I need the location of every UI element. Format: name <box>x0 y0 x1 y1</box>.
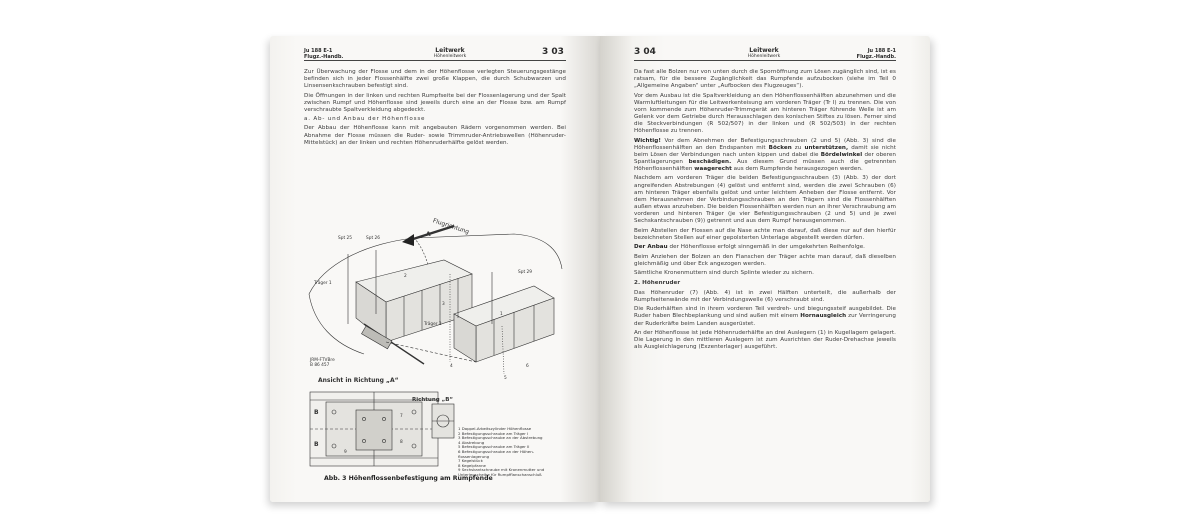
header-subtitle: Höhenleitwerk <box>433 54 467 59</box>
text-run: der oberen Spantlagerungen <box>634 151 896 165</box>
callout-7: 7 <box>400 414 403 419</box>
bold-run: Hornausgleich <box>800 313 847 320</box>
bold-run: Der Anbau <box>634 244 668 251</box>
right-page <box>600 36 930 502</box>
figure-caption: Abb. 3 Höhenflossenbefestigung am Rumpfende <box>324 475 493 482</box>
legend-item: 7 Kegelstück <box>458 458 483 464</box>
header-rule <box>634 60 896 61</box>
text-run: aus dem Rumpfende herausgezogen werden. <box>731 166 863 172</box>
paragraph: Vor dem Ausbau ist die Spaltverkleidung an den Höhenflossenhälften abzunehmen und die Warmluftleitungen für die Leitwerkenteisung am vorderen Träger (Tr I) zu trennen. Die von vorn kommende zum Höhenruder-Trimmgerät am hinteren Träger führende Welle ist am Gelenk vor dem Getriebe durch Herausschlagen des konischen Stiftes zu lösen. Ferner sind die Steckverbindungen (R 502/507) in der linken und (R 502/503) in der rechten Höhenflosse zu trennen. <box>634 92 896 135</box>
section-heading: 2. Höhenruder <box>634 280 681 287</box>
bold-run: waagerecht <box>694 166 732 172</box>
callout-5: 5 <box>504 376 507 381</box>
header-aircraft-type: Ju 188 E-1 <box>867 48 896 54</box>
legend-item: Unterlegscheibe für Rumpfflanschanschluß <box>458 471 542 477</box>
callout-8: 8 <box>400 440 403 445</box>
stamp-line1: JRM-FTVBre <box>310 358 335 363</box>
bold-run: Böcken <box>768 144 792 151</box>
bold-run: beschädigen. <box>688 158 732 165</box>
b-left-label: B <box>314 409 319 416</box>
open-book <box>270 36 930 502</box>
paragraph <box>634 306 896 327</box>
text-run: Vor dem Abnehmen der Befestigungsschrauben (2 und 5) (Abb. 3) sind die Höhenflossenhälften an den Endspanten mit <box>634 137 896 151</box>
left-page <box>270 36 600 502</box>
paragraph: Beim Anziehen der Bolzen an den Flanschen der Träger achte man darauf, daß dieselben gleichmäßig und über Eck angezogen werden. <box>634 253 896 267</box>
page-number-right: 3 04 <box>634 47 656 57</box>
left-body-text <box>304 69 566 149</box>
header-subtitle: Höhenleitwerk <box>747 54 781 59</box>
left-header-aircraft <box>304 48 343 60</box>
arrow-a-label: A <box>426 231 431 238</box>
text-run: zu <box>791 144 805 151</box>
paragraph: Nachdem am vorderen Träger die beiden Befestigungsschrauben (3) (Abb. 3) der dort angreifenden Abstrebungen (4) gelöst und entfernt sind, werden die zwei Schrauben (6) am hinteren Träger ebenfalls gelöst und unter leichtem Anheben der Flosse entfernt. Vor dem Herausnehmen der Verbindungsschrauben an den Trägern sind die Flossenhälften außen etwas anzuheben. Die beiden Flossenhälften werden nun an ihrer Verschraubung am vorderen und hinteren Träger (je vier Befestigungsschrauben (2 und 5) und je zwei Sechskantschrauben (9)) getrennt und aus dem Rumpf herausgenommen. <box>634 175 896 225</box>
callout-3: 3 <box>442 302 445 307</box>
paragraph: Da fast alle Bolzen nur von unten durch die Spornöffnung zum Lösen zugänglich sind, ist es ratsam, für die bessere Zugänglichkeit das Rumpfende aufzubocken (siehe im Teil 0 „Allgemeine Angaben“ unter „Aufbocken des Flugzeuges“). <box>634 69 896 90</box>
view-a-label: Ansicht in Richtung „A“ <box>318 377 399 384</box>
spt25-label: Spt 25 <box>338 236 352 241</box>
important-label: Wichtig! <box>634 137 661 144</box>
callout-1: 1 <box>500 312 503 317</box>
callout-9: 9 <box>344 450 347 455</box>
header-manual: Flugz.-Handb. <box>856 54 896 60</box>
spt26-label: Spt 26 <box>366 236 380 241</box>
paragraph: Der Abbau der Höhenflosse kann mit angebauten Rädern vorgenommen werden. Bei Abnahme der Flosse müssen die Ruder- sowie Trimmruder-Antriebswellen (Höhenruder-Mittelstück) an der linken und rechten Höhenruderhälfte gelöst werden. <box>304 125 566 146</box>
b-right-label: B <box>314 441 319 448</box>
header-manual: Flugz.-Handb. <box>304 54 344 60</box>
paragraph-important <box>634 138 896 173</box>
paragraph <box>634 244 896 251</box>
text-run: damit sie nicht beim Lösen der Verbindungen nach unten kippen und dabei die <box>634 144 896 158</box>
figure-legend <box>458 427 568 478</box>
legend-item: 4 Abstrebung <box>458 439 485 445</box>
header-aircraft-type: Ju 188 E-1 <box>304 48 333 54</box>
right-header-aircraft <box>856 48 896 60</box>
section-heading: a. Ab- und Anbau der Höhenflosse <box>304 116 426 123</box>
stamp-line2: B 86 457 <box>310 363 330 368</box>
flugrichtung-label: Flugrichtung <box>431 217 470 236</box>
paragraph: Die Öffnungen in der linken und rechten Rumpfseite bei der Flossenlagerung und der Spalt zwischen Rumpf und Höhenflosse sind jeweils durch eine an der Flosse bzw. am Rumpf verschraubte Spaltverkleidung abgedeckt. <box>304 92 566 113</box>
left-header-title <box>390 48 510 60</box>
header-title: Leitwerk <box>435 47 465 54</box>
text-run: zur Verringerung der Ruderkräfte beim Landen ausgerüstet. <box>634 313 896 327</box>
traeger2-label: Träger 2 <box>424 322 442 327</box>
view-b-label: Richtung „B“ <box>412 397 454 403</box>
legend-item: 1 Doppel-Arbeitszylinder Höhenflosse <box>458 426 532 431</box>
callout-2: 2 <box>404 274 407 279</box>
right-header-title <box>704 48 824 60</box>
paragraph: Das Höhenruder (7) (Abb. 4) ist in zwei Hälften unterteilt, die außerhalb der Rumpfseitenwände mit der Verbindungswelle (6) verschraubt sind. <box>634 289 896 303</box>
traeger1-label: Träger 1 <box>314 281 332 286</box>
legend-item: 3 Befestigungsschraube an der Abstrebung <box>458 435 543 441</box>
header-rule <box>304 60 566 61</box>
legend-item: 6 Befestigungsschraube an der Höhen- <box>458 448 535 454</box>
text-run: Aus diesem Grund müssen auch die getrennten Höhenflossenhälften <box>634 158 896 172</box>
right-body-text <box>634 69 896 354</box>
spt29-label: Spt 29 <box>518 270 532 275</box>
paragraph: Zur Überwachung der Flosse und dem in der Höhenflosse verlegten Steuerungsgestänge befinden sich in jeder Flossenhälfte zwei große Klappen, die durch Schubwarzen und Linsensenkschrauben befestigt sind. <box>304 69 566 90</box>
figure-abb3 <box>304 214 564 476</box>
callout-6: 6 <box>526 364 529 369</box>
page-number-left: 3 03 <box>542 47 564 57</box>
legend-item: 9 Sechskantschraube mit Kronenmutter und <box>458 467 545 473</box>
legend-item: 8 Kegelpfanne <box>458 462 486 468</box>
header-title: Leitwerk <box>749 47 779 54</box>
text-run: der Höhenflosse erfolgt sinngemäß in der umgekehrten Reihenfolge. <box>667 244 866 251</box>
paragraph: Beim Abstellen der Flossen auf die Nase achte man darauf, daß diese nur auf den hierfür bezeichneten Stellen auf einer gepolsterten Unterlage abgestellt werden dürfen. <box>634 227 896 241</box>
bold-run: unterstützen, <box>804 144 849 151</box>
legend-item: 2 Befestigungsschraube am Träger I <box>458 430 529 436</box>
text-run: Die Ruderhälften sind in ihrem vorderen Teil verdreh- und biegungssteif ausgebildet. Die Ruder haben Blechbeplankung und sind außen mit einem <box>634 306 896 320</box>
bold-run: Bördelwinkel <box>820 151 863 158</box>
legend-item: 5 Befestigungsschraube am Träger II <box>458 444 530 450</box>
legend-item: flossenlagerung <box>458 453 490 459</box>
paragraph: Sämtliche Kronenmuttern sind durch Splinte wieder zu sichern. <box>634 270 814 277</box>
callout-4: 4 <box>450 364 453 369</box>
paragraph: An der Höhenflosse ist jede Höhenruderhälfte an drei Auslegern (1) in Kugellagern gelagert. Die Lagerung in den mittleren Auslegern ist zum Ausrichten der Ruder-Drehachse jeweils als Ausgleichlagerung (Exzenterlager) ausgeführt. <box>634 330 896 351</box>
